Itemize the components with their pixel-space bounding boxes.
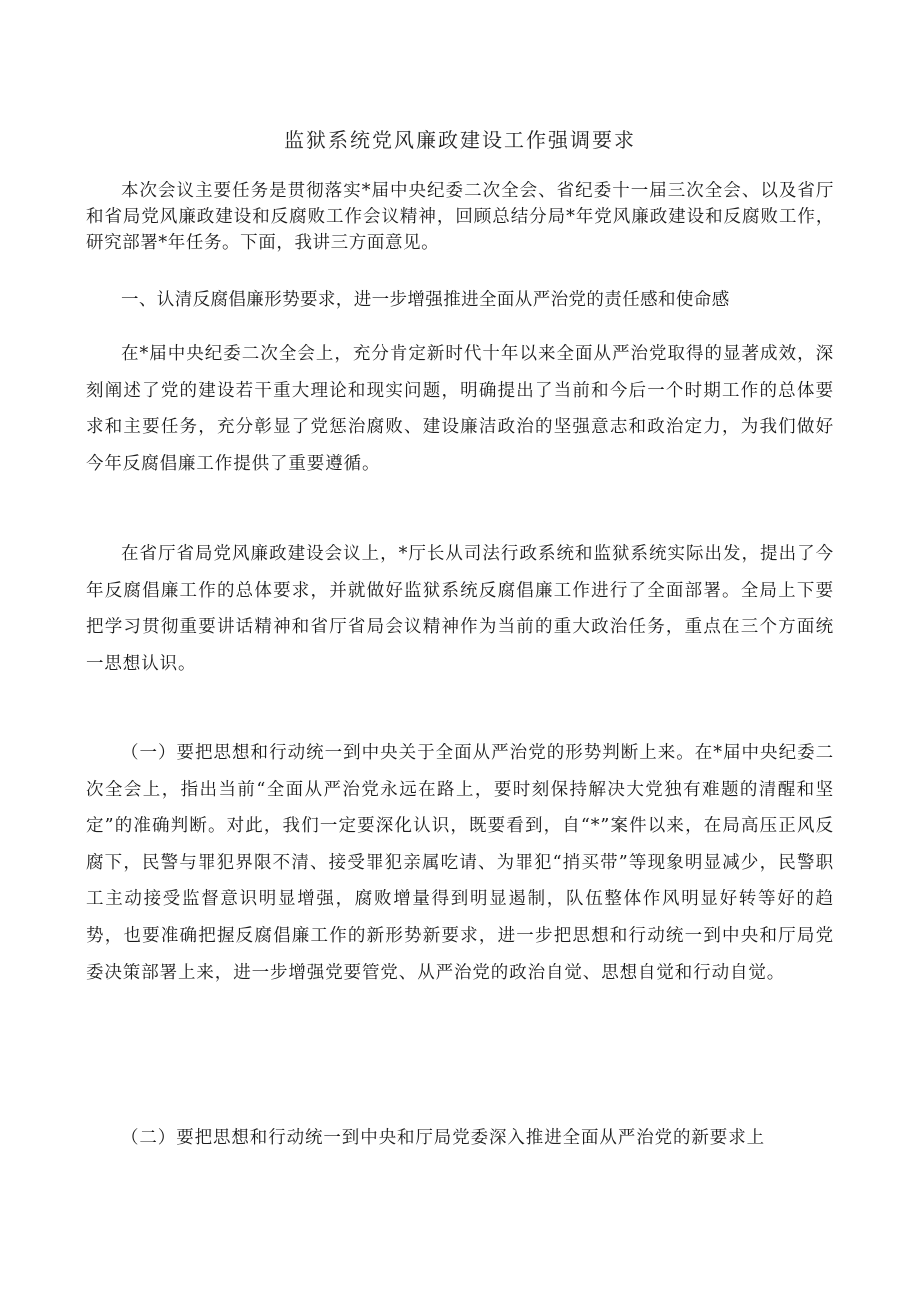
- body-paragraph: 在省厅省局党风廉政建设会议上，*厅长从司法行政系统和监狱系统实际出发，提出了今年反腐倡廉工作的总体要求，并就做好监狱系统反腐倡廉工作进行了全面部署。全局上下要把学习贯彻重要讲话精神和省厅省局会议精神作为当前的重大政治任务，重点在三个方面统一思想认识。: [86, 544, 834, 674]
- document-title: 监狱系统党风廉政建设工作强调要求: [284, 128, 636, 152]
- section-heading-1: 一、认清反腐倡廉形势要求，进一步增强推进全面从严治党的责任感和使命感: [121, 290, 730, 310]
- body-paragraph: 在*届中央纪委二次全会上，充分肯定新时代十年以来全面从严治党取得的显著成效，深刻阐述了党的建设若干重大理论和现实问题，明确提出了当前和今后一个时期工作的总体要求和主要任务，充分彰显了党惩治腐败、建设廉洁政治的坚强意志和政治定力，为我们做好今年反腐倡廉工作提供了重要遵循。: [86, 344, 834, 474]
- intro-paragraph: 本次会议主要任务是贯彻落实*届中央纪委二次全会、省纪委十一届三次全会、以及省厅和省局党风廉政建设和反腐败工作会议精神，回顾总结分局*年党风廉政建设和反腐败工作，研究部署*年任务。下面，我讲三方面意见。: [86, 181, 834, 253]
- subsection-paragraph-2: （二）要把思想和行动统一到中央和厅局党委深入推进全面从严治党的新要求上: [121, 1128, 765, 1148]
- subsection-paragraph-1: （一）要把思想和行动统一到中央关于全面从严治党的形势判断上来。在*届中央纪委二次全会上，指出当前“全面从严治党永远在路上，要时刻保持解决大党独有难题的清醒和坚定”的准确判断。对此，我们一定要深化认识，既要看到，自“*”案件以来，在局高压正风反腐下，民警与罪犯界限不清、接受罪犯亲属吃请、为罪犯“捎买带”等现象明显减少，民警职工主动接受监督意识明显增强，腐败增量得到明显遏制，队伍整体作风明显好转等好的趋势，也要准确把握反腐倡廉工作的新形势新要求，进一步把思想和行动统一到中央和厅局党委决策部署上来，进一步增强党要管党、从严治党的政治自觉、思想自觉和行动自觉。: [86, 743, 834, 983]
